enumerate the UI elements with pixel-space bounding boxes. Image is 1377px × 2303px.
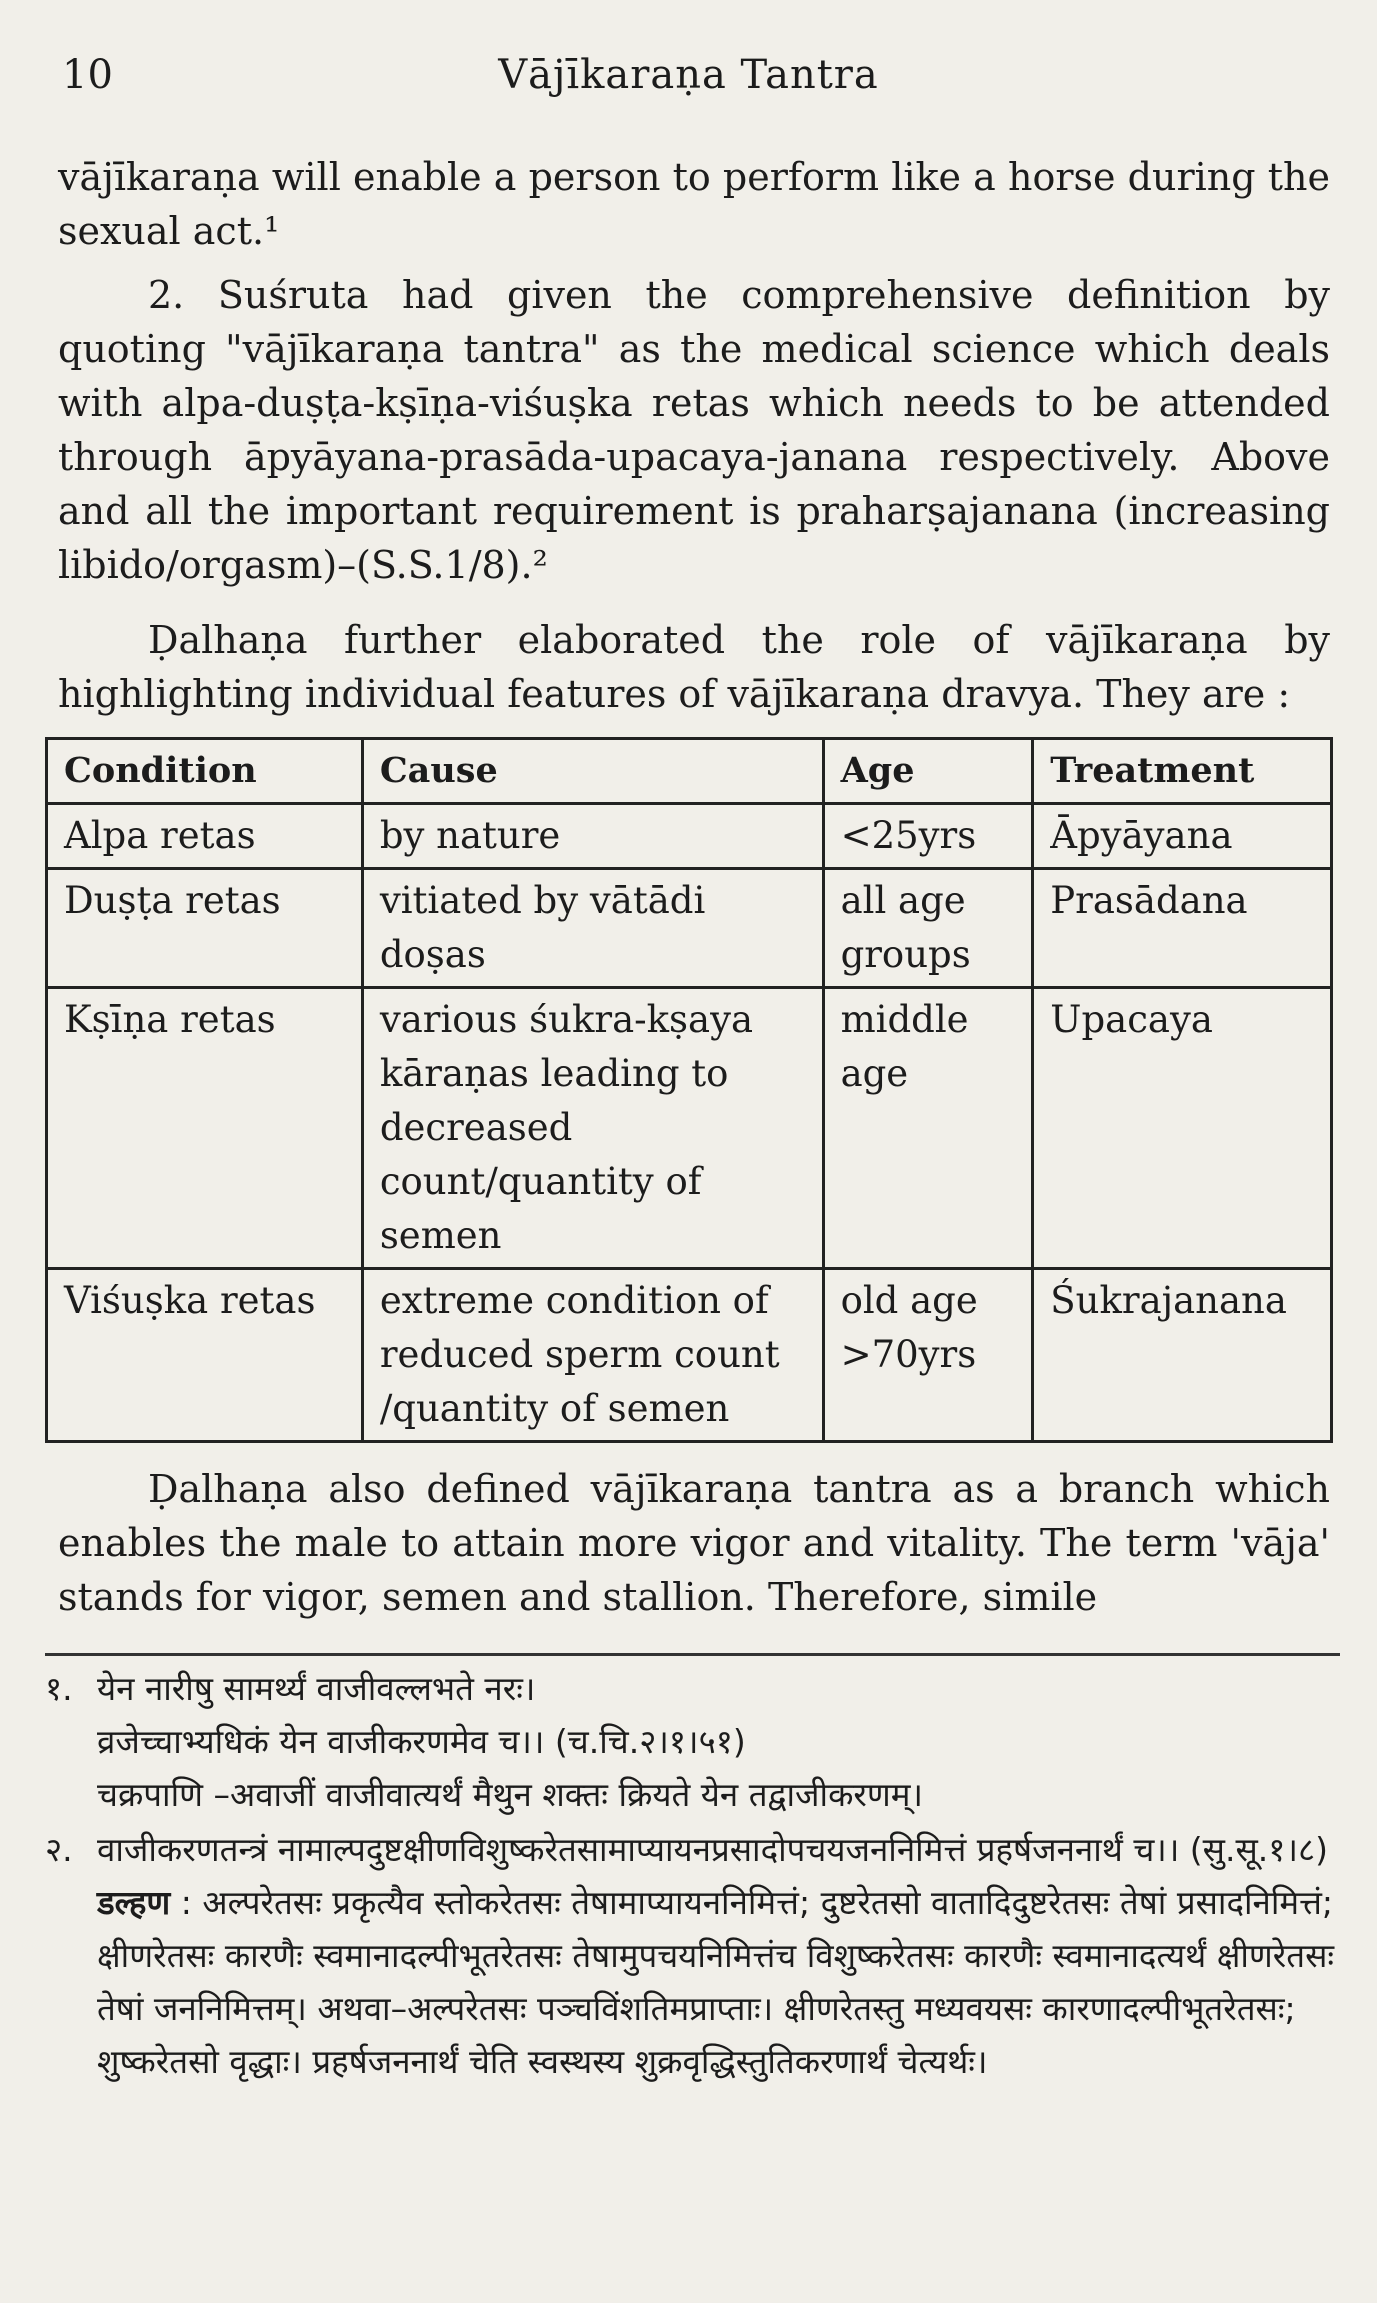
table-cell: Āpyāyana — [1033, 804, 1332, 869]
table-row — [47, 988, 1332, 1269]
table-cell: <25yrs — [823, 804, 1033, 869]
paragraph-dalhana-elaboration: Ḍalhaṇa further elaborated the role of vājīkaraṇa by highlighting individual features of vājīkaraṇa dravya. They are : — [58, 618, 1330, 716]
footnote-2 — [45, 1823, 1345, 2088]
footnote-line: वाजीकरणतन्त्रं नामाल्पदुष्टक्षीणविशुष्करेतसामाप्यायनप्रसादोपचयजननिमित्तं प्रहर्षजननार्थं च।। (सु.सू.१।८) — [97, 1830, 1328, 1869]
commentary-text: : अल्परेतसः प्रकृत्यैव स्तोकरेतसः तेषामाप्यायननिमित्तं; दुष्टरेतसो वातादिदुष्टरेतसः तेषां प्रसादनिमित्तं; क्षीणरेतसः कारणैः स्वमानादल्पीभूतरेतसः तेषामुपचयनिमित्तंच विशुष्करेतसः कारणैः स्वमानादत्यर्थं क्षीणरेतसः तेषां जननिमित्तम्। अथवा–अल्परेतसः पञ्चविंशतिमप्राप्ताः। क्षीणरेतस्तु मध्यवयसः कारणादल्पीभूतरेतसः; शुष्करेतसो वृद्धाः। प्रहर्षजननार्थं चेति स्वस्थस्य शुक्रवृद्धिस्तुतिकरणार्थं चेत्यर्थः। — [97, 1883, 1335, 2081]
table-cell: Alpa retas — [47, 804, 363, 869]
table-row — [47, 869, 1332, 988]
table-cell: Upacaya — [1033, 988, 1332, 1269]
footnote-commentary — [97, 1876, 1345, 2088]
running-title: Vājīkaraṇa Tantra — [498, 52, 879, 98]
table-header-row — [47, 739, 1332, 804]
footnote-mark: १. — [45, 1669, 73, 1708]
table-cell: all age groups — [823, 869, 1033, 988]
column-header: Age — [823, 739, 1033, 804]
table-cell: various śukra-kṣaya kāraṇas leading to decreased count/quantity of semen — [362, 988, 823, 1269]
table-cell: extreme condition of reduced sperm count /quantity of semen — [362, 1269, 823, 1442]
footnotes — [45, 1662, 1345, 2090]
footnote-divider — [45, 1653, 1340, 1656]
table-row — [47, 804, 1332, 869]
footnote-line: चक्रपाणि –अवाजीं वाजीवात्यर्थं मैथुन शक्तः क्रियते येन तद्वाजीकरणम्। — [97, 1775, 924, 1814]
commentator-name: डल्हण — [97, 1883, 171, 1922]
footnote-line: व्रजेच्चाभ्यधिकं येन वाजीकरणमेव च।। (च.चि.२।१।५१) — [97, 1722, 746, 1761]
column-header: Cause — [362, 739, 823, 804]
table-cell: old age >70yrs — [823, 1269, 1033, 1442]
table-cell: middle age — [823, 988, 1033, 1269]
paragraph-intro-continuation: vājīkaraṇa will enable a person to perform like a horse during the sexual act.¹ — [58, 155, 1330, 253]
table-cell: vitiated by vātādi doṣas — [362, 869, 823, 988]
table-cell: Prasādana — [1033, 869, 1332, 988]
column-header: Treatment — [1033, 739, 1332, 804]
footnote-line: येन नारीषु सामर्थ्यं वाजीवल्लभते नरः। — [97, 1669, 536, 1708]
table-row — [47, 1269, 1332, 1442]
footnote-1 — [45, 1662, 1345, 1821]
table-cell: Duṣṭa retas — [47, 869, 363, 988]
table-cell: Śukrajanana — [1033, 1269, 1332, 1442]
table-cell: by nature — [362, 804, 823, 869]
paragraph-dalhana-definition: Ḍalhaṇa also defined vājīkaraṇa tantra as a branch which enables the male to attain more vigor and vitality. The term 'vāja' stands for vigor, semen and stallion. Therefore, simile — [58, 1467, 1330, 1619]
footnote-mark: २. — [45, 1830, 73, 1869]
page-number: 10 — [62, 52, 113, 98]
table-cell: Viśuṣka retas — [47, 1269, 363, 1442]
table-cell: Kṣīṇa retas — [47, 988, 363, 1269]
page-header — [62, 52, 1315, 112]
paragraph-susruta-definition: 2. Suśruta had given the comprehensive definition by quoting "vājīkaraṇa tantra" as the medical science which deals with alpa-duṣṭa-kṣīṇa-viśuṣka retas which needs to be attended through āpyāyana-prasāda-upacaya-janana respectively. Above and all the important requirement is praharṣajanana (increasing libido/orgasm)–(S.S.1/8).² — [58, 273, 1330, 587]
condition-table — [45, 737, 1333, 1443]
column-header: Condition — [47, 739, 363, 804]
